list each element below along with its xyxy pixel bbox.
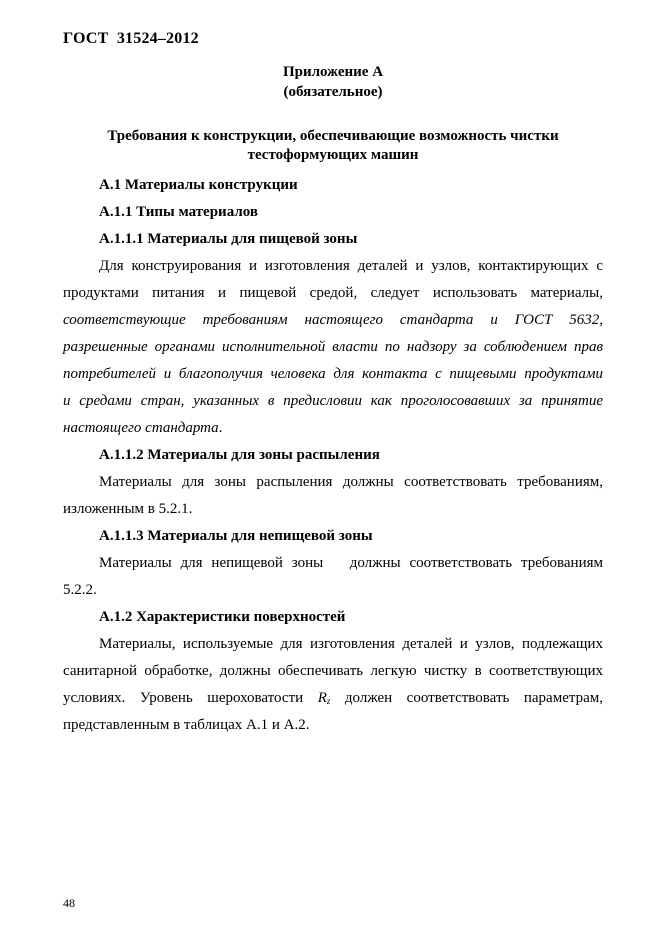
annex-heading-line-2: тестоформующих машин	[247, 147, 419, 163]
paragraph-1-line-1: Для конструирования и изготовления деталей и узлов, контактирующих с	[99, 258, 603, 274]
roughness-subscript: z	[326, 696, 331, 706]
annex-status: (обязательное)	[283, 84, 383, 100]
paragraph-1-line-7-text: настоящего стандарта	[63, 420, 219, 436]
roughness-symbol: R	[317, 690, 327, 706]
paragraph-3-line-2: 5.2.2.	[63, 582, 97, 598]
section-heading-a11: А.1.1 Типы материалов	[99, 204, 258, 220]
paragraph-3-line-1: Материалы для непищевой зоны должны соответствовать требованиям	[99, 555, 603, 571]
paragraph-4-line-1: Материалы, используемые для изготовления деталей и узлов, подлежащих	[99, 636, 603, 652]
section-heading-a1: А.1 Материалы конструкции	[99, 177, 298, 193]
paragraph-1-line-4: разрешенные органами исполнительной власти по надзору за соблюдением прав	[63, 339, 603, 355]
section-heading-a112: А.1.1.2 Материалы для зоны распыления	[99, 447, 380, 463]
paragraph-1-line-5: потребителей и благополучия человека для контакта с пищевыми продуктами	[63, 366, 603, 382]
section-heading-a113: А.1.1.3 Материалы для непищевой зоны	[99, 528, 373, 544]
paragraph-1-line-2: продуктами питания и пищевой средой, следует использовать материалы,	[63, 285, 603, 301]
paragraph-1-line-3: соответствующие требованиям настоящего стандарта и ГОСТ 5632,	[63, 312, 603, 328]
paragraph-2-line-2: изложенным в 5.2.1.	[63, 501, 193, 517]
paragraph-4-line-2: санитарной обработке, должны обеспечивать легкую чистку в соответствующих	[63, 663, 603, 679]
paragraph-4-line-4: представленным в таблицах А.1 и А.2.	[63, 717, 310, 733]
page-number: 48	[63, 896, 75, 910]
section-heading-a111: А.1.1.1 Материалы для пищевой зоны	[99, 231, 358, 247]
paragraph-1-line-7	[63, 420, 603, 437]
section-heading-a12: А.1.2 Характеристики поверхностей	[99, 609, 346, 625]
paragraph-4-line-3-start: условиях. Уровень шероховатости	[63, 690, 318, 706]
document-header: ГОСТ 31524–2012	[63, 30, 199, 47]
paragraph-2-line-1: Материалы для зоны распыления должны соответствовать требованиям,	[99, 474, 603, 490]
paragraph-1-end-period: .	[218, 420, 223, 436]
paragraph-4-line-3	[63, 690, 603, 707]
paragraph-4-line-3-end: должен соответствовать параметрам,	[330, 690, 603, 706]
annex-heading-line-1: Требования к конструкции, обеспечивающие возможность чистки	[107, 128, 559, 144]
annex-title: Приложение А	[282, 64, 384, 80]
paragraph-1-line-6: и средами стран, указанных в предисловии как проголосовавших за принятие	[63, 393, 603, 409]
